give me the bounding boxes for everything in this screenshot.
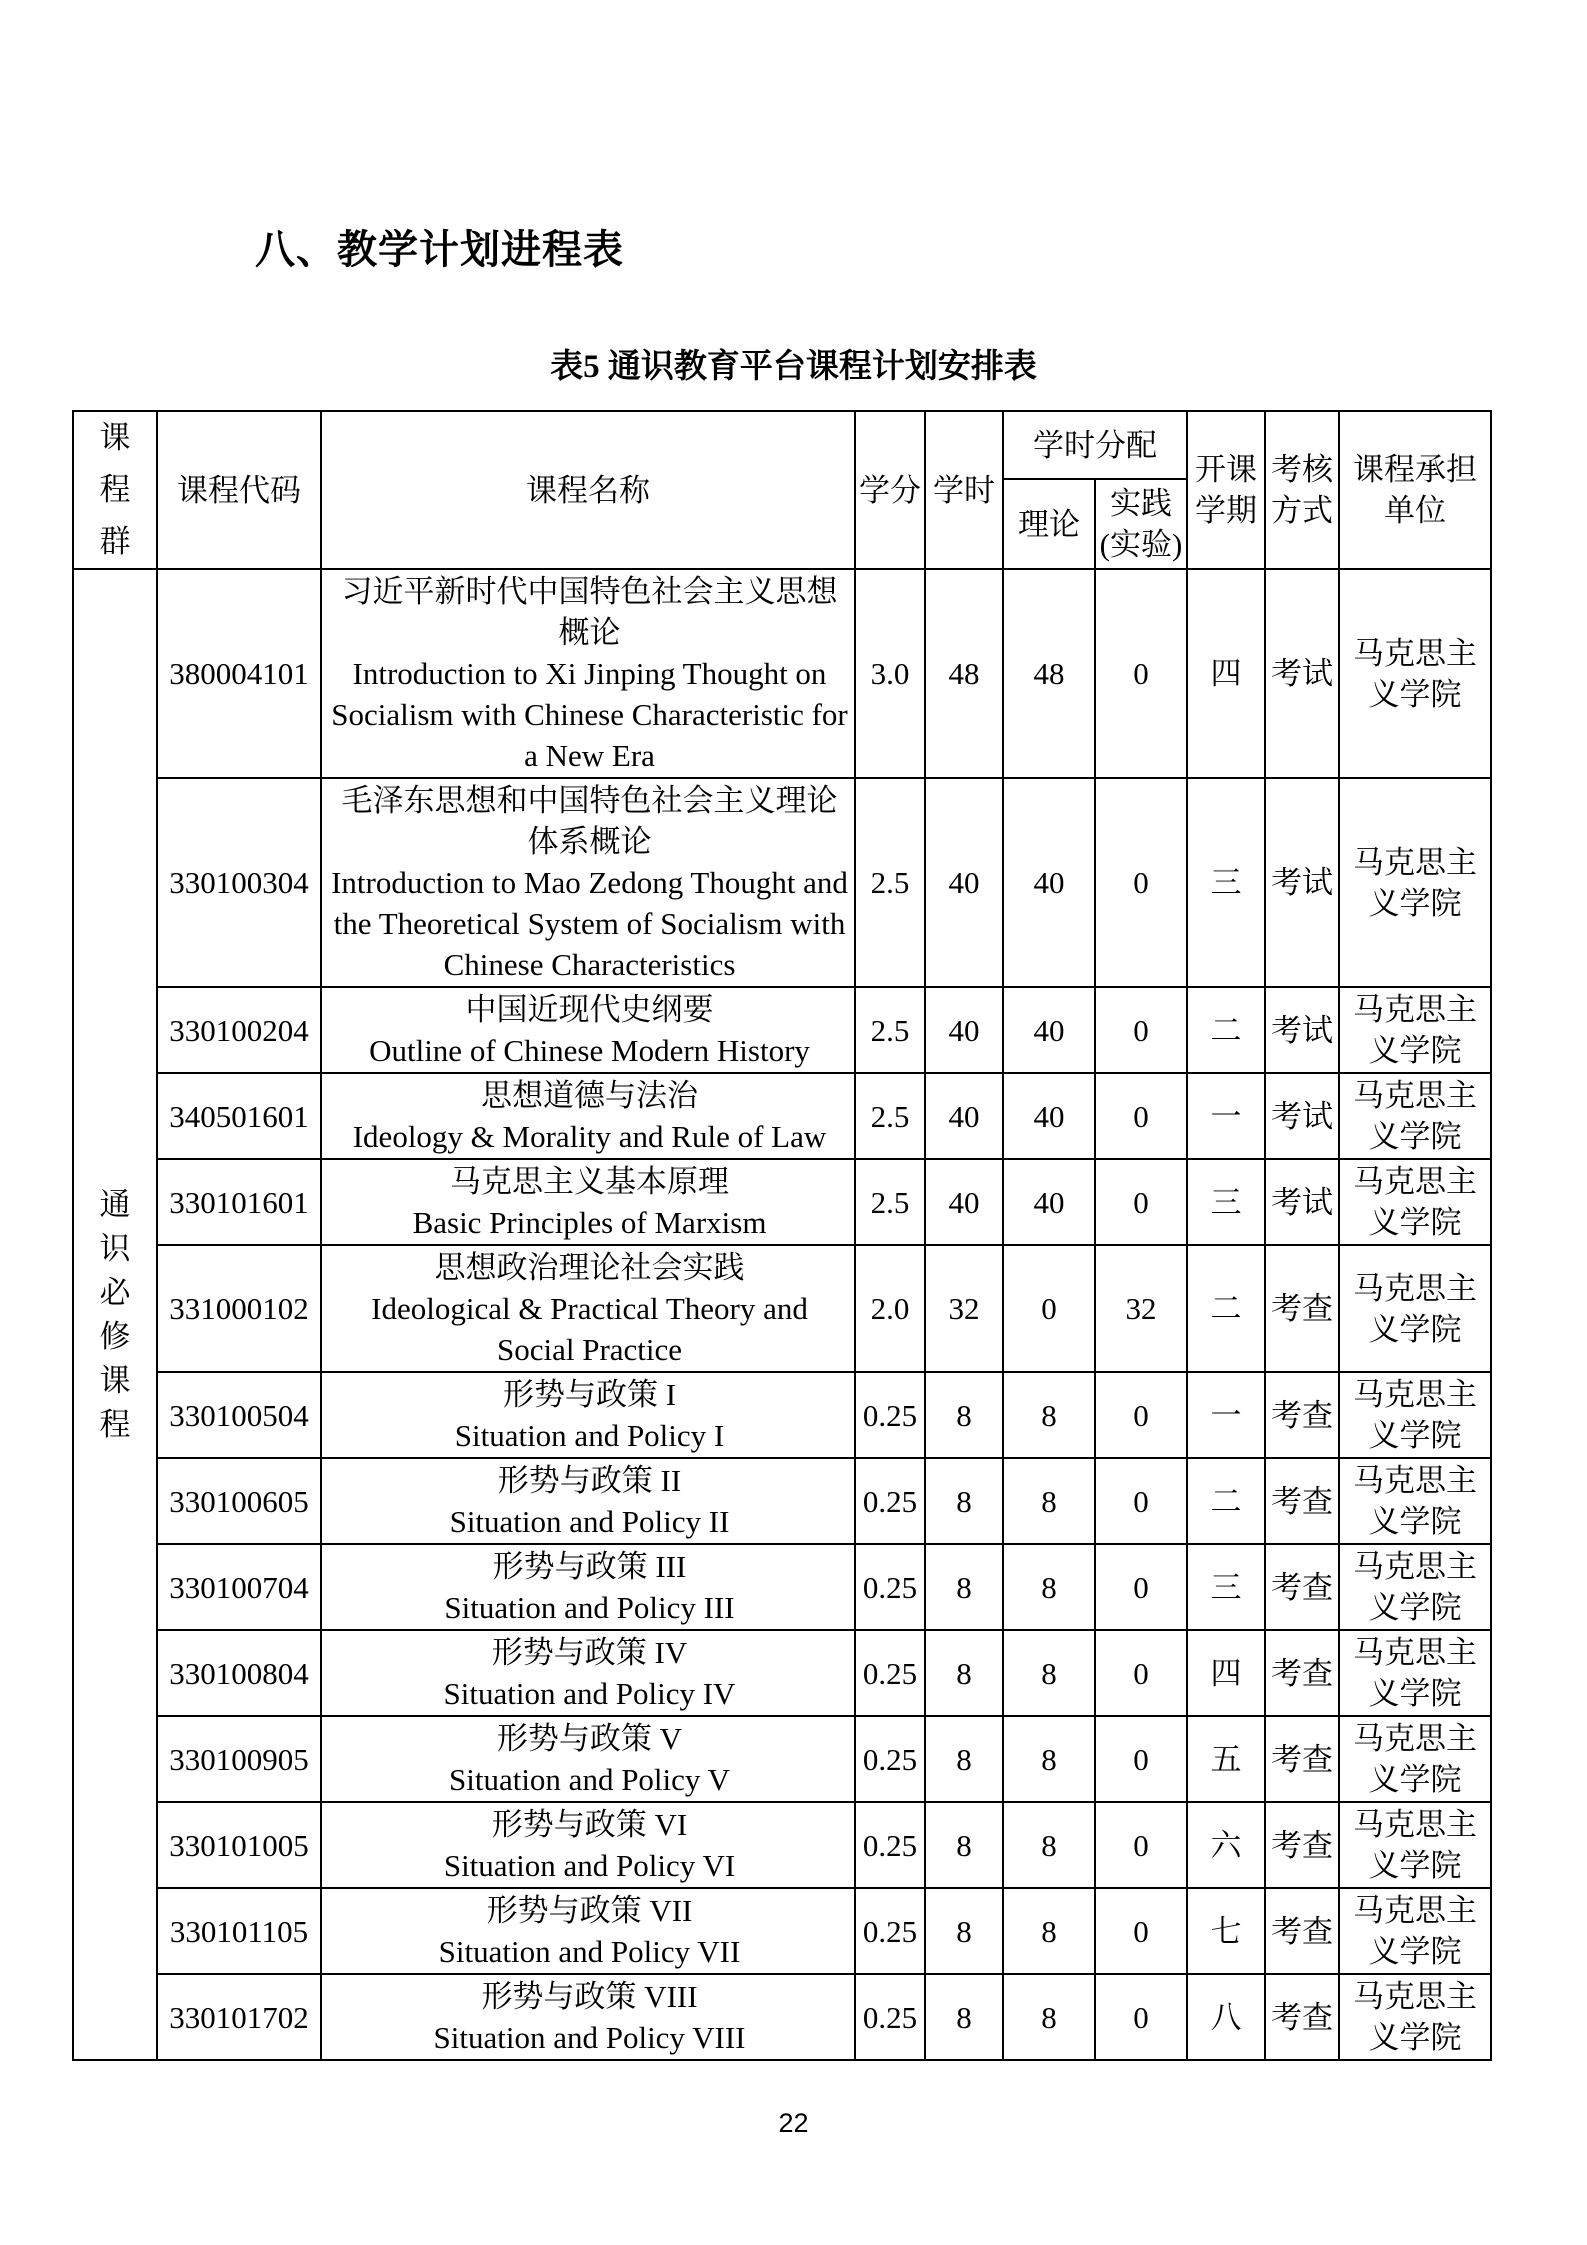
course-plan-table [72, 410, 1492, 2061]
semester-cell: 一 [1187, 1372, 1265, 1458]
course-code-cell: 330101601 [157, 1159, 321, 1245]
course-name-en: Situation and Policy II [449, 1504, 730, 1539]
semester-cell: 三 [1187, 778, 1265, 987]
page-number: 22 [778, 2108, 809, 2138]
practice-cell: 0 [1095, 1802, 1187, 1888]
semester-cell: 三 [1187, 1159, 1265, 1245]
course-code-cell: 340501601 [157, 1073, 321, 1159]
course-name-en: Situation and Policy VIII [433, 2020, 746, 2055]
course-name-cell [321, 1245, 855, 1372]
course-code-cell: 331000102 [157, 1245, 321, 1372]
course-name-en: Situation and Policy III [444, 1590, 735, 1625]
credits-cell: 0.25 [855, 1888, 925, 1974]
assessment-cell: 考查 [1265, 1372, 1339, 1458]
assessment-cell: 考查 [1265, 1716, 1339, 1802]
theory-cell: 8 [1003, 1458, 1095, 1544]
course-name-zh: 马克思主义基本原理 [450, 1164, 729, 1199]
practice-cell: 0 [1095, 1159, 1187, 1245]
theory-cell: 40 [1003, 778, 1095, 987]
course-code-cell: 330101105 [157, 1888, 321, 1974]
credits-cell: 0.25 [855, 1630, 925, 1716]
semester-cell: 七 [1187, 1888, 1265, 1974]
course-name-zh: 思想道德与法治 [481, 1078, 698, 1113]
unit-cell: 马克思主义学院 [1339, 1073, 1491, 1159]
table-row [73, 1974, 1491, 2060]
course-code-cell: 330100804 [157, 1630, 321, 1716]
table-row [73, 1888, 1491, 1974]
theory-cell: 8 [1003, 1372, 1095, 1458]
table-row [73, 1372, 1491, 1458]
unit-cell: 马克思主义学院 [1339, 569, 1491, 778]
semester-cell: 四 [1187, 569, 1265, 778]
header-hours: 学时 [925, 411, 1003, 569]
practice-cell: 0 [1095, 1630, 1187, 1716]
credits-cell: 0.25 [855, 1458, 925, 1544]
hours-cell: 32 [925, 1245, 1003, 1372]
unit-cell: 马克思主义学院 [1339, 1458, 1491, 1544]
table-caption: 表5 通识教育平台课程计划安排表 [550, 349, 1037, 385]
assessment-cell: 考查 [1265, 1544, 1339, 1630]
assessment-cell: 考查 [1265, 1888, 1339, 1974]
hours-cell: 40 [925, 778, 1003, 987]
header-row-1 [73, 411, 1491, 479]
credits-cell: 0.25 [855, 1716, 925, 1802]
practice-cell: 32 [1095, 1245, 1187, 1372]
course-group-cell [73, 569, 157, 2060]
hours-cell: 40 [925, 987, 1003, 1073]
theory-cell: 48 [1003, 569, 1095, 778]
course-code-cell: 380004101 [157, 569, 321, 778]
course-name-cell [321, 1073, 855, 1159]
course-name-cell [321, 1888, 855, 1974]
semester-cell: 二 [1187, 1458, 1265, 1544]
hours-cell: 48 [925, 569, 1003, 778]
course-name-zh: 形势与政策 III [492, 1549, 687, 1584]
assessment-cell: 考查 [1265, 1974, 1339, 2060]
section-title: 八、教学计划进程表 [255, 228, 624, 272]
course-name-zh: 形势与政策 VIII [481, 1979, 698, 2014]
unit-cell: 马克思主义学院 [1339, 1630, 1491, 1716]
group-label: 通识必修课程 [99, 1186, 131, 1442]
course-name-zh: 形势与政策 VI [491, 1807, 688, 1842]
header-hour-allocation: 学时分配 [1003, 411, 1187, 479]
course-name-zh: 毛泽东思想和中国特色社会主义理论体系概论 [341, 783, 838, 859]
theory-cell: 8 [1003, 1716, 1095, 1802]
assessment-cell: 考查 [1265, 1630, 1339, 1716]
hours-cell: 8 [925, 1888, 1003, 1974]
practice-cell: 0 [1095, 1458, 1187, 1544]
course-code-cell: 330100204 [157, 987, 321, 1073]
header-course-name: 课程名称 [321, 411, 855, 569]
credits-cell: 2.5 [855, 1159, 925, 1245]
credits-cell: 3.0 [855, 569, 925, 778]
practice-cell: 0 [1095, 1544, 1187, 1630]
header-course-group [73, 411, 157, 569]
course-name-cell [321, 1802, 855, 1888]
practice-cell: 0 [1095, 987, 1187, 1073]
table-row [73, 1159, 1491, 1245]
course-name-en: Introduction to Mao Zedong Thought and the Theoretical System of Socialism with Chinese Characteristics [331, 865, 848, 982]
course-group-label: 课程群 [99, 420, 131, 559]
course-name-cell [321, 1372, 855, 1458]
course-name-cell [321, 1544, 855, 1630]
assessment-cell: 考试 [1265, 778, 1339, 987]
course-code-cell: 330100605 [157, 1458, 321, 1544]
semester-cell: 八 [1187, 1974, 1265, 2060]
course-name-en: Situation and Policy IV [443, 1676, 736, 1711]
course-code-cell: 330100504 [157, 1372, 321, 1458]
table-row [73, 1802, 1491, 1888]
course-name-en: Situation and Policy VII [438, 1934, 741, 1969]
unit-cell: 马克思主义学院 [1339, 778, 1491, 987]
theory-cell: 8 [1003, 1630, 1095, 1716]
table-row [73, 778, 1491, 987]
table-row [73, 1458, 1491, 1544]
course-name-cell [321, 1458, 855, 1544]
course-code-cell: 330101005 [157, 1802, 321, 1888]
hours-cell: 8 [925, 1716, 1003, 1802]
semester-cell: 三 [1187, 1544, 1265, 1630]
unit-cell: 马克思主义学院 [1339, 1802, 1491, 1888]
course-name-zh: 形势与政策 IV [491, 1635, 688, 1670]
unit-cell: 马克思主义学院 [1339, 1159, 1491, 1245]
unit-cell: 马克思主义学院 [1339, 1245, 1491, 1372]
course-name-en: Situation and Policy V [448, 1762, 730, 1797]
semester-cell: 五 [1187, 1716, 1265, 1802]
credits-cell: 0.25 [855, 1802, 925, 1888]
course-code-cell: 330100905 [157, 1716, 321, 1802]
header-theory: 理论 [1003, 479, 1095, 569]
course-code-cell: 330100304 [157, 778, 321, 987]
course-name-zh: 形势与政策 V [496, 1721, 683, 1756]
hours-cell: 8 [925, 1458, 1003, 1544]
credits-cell: 2.5 [855, 987, 925, 1073]
header-course-code: 课程代码 [157, 411, 321, 569]
course-code-cell: 330101702 [157, 1974, 321, 2060]
course-name-en: Outline of Chinese Modern History [369, 1033, 810, 1068]
practice-cell: 0 [1095, 1888, 1187, 1974]
hours-cell: 8 [925, 1974, 1003, 2060]
table-row [73, 1716, 1491, 1802]
table-row [73, 1245, 1491, 1372]
course-name-cell [321, 1974, 855, 2060]
course-name-zh: 形势与政策 VII [486, 1893, 693, 1928]
course-code-cell: 330100704 [157, 1544, 321, 1630]
table-row [73, 1544, 1491, 1630]
course-name-cell [321, 778, 855, 987]
assessment-cell: 考试 [1265, 987, 1339, 1073]
course-name-en: Ideological & Practical Theory and Social Practice [371, 1291, 808, 1367]
unit-cell: 马克思主义学院 [1339, 1544, 1491, 1630]
course-name-zh: 形势与政策 II [497, 1463, 682, 1498]
theory-cell: 40 [1003, 987, 1095, 1073]
assessment-cell: 考查 [1265, 1802, 1339, 1888]
hours-cell: 8 [925, 1372, 1003, 1458]
theory-cell: 8 [1003, 1544, 1095, 1630]
hours-cell: 8 [925, 1802, 1003, 1888]
semester-cell: 六 [1187, 1802, 1265, 1888]
unit-cell: 马克思主义学院 [1339, 1888, 1491, 1974]
theory-cell: 40 [1003, 1159, 1095, 1245]
header-practice: 实践(实验) [1095, 479, 1187, 569]
assessment-cell: 考试 [1265, 1159, 1339, 1245]
theory-cell: 8 [1003, 1888, 1095, 1974]
unit-cell: 马克思主义学院 [1339, 1974, 1491, 2060]
semester-cell: 二 [1187, 987, 1265, 1073]
header-credits: 学分 [855, 411, 925, 569]
table-row [73, 1630, 1491, 1716]
course-name-en: Basic Principles of Marxism [412, 1205, 767, 1240]
practice-cell: 0 [1095, 1372, 1187, 1458]
practice-cell: 0 [1095, 1073, 1187, 1159]
practice-cell: 0 [1095, 1974, 1187, 2060]
course-name-en: Ideology & Morality and Rule of Law [352, 1119, 827, 1154]
course-name-en: Introduction to Xi Jinping Thought on Socialism with Chinese Characteristic for a New Era [331, 656, 848, 773]
credits-cell: 2.5 [855, 778, 925, 987]
course-name-zh: 中国近现代史纲要 [465, 992, 714, 1027]
table-row [73, 1073, 1491, 1159]
unit-cell: 马克思主义学院 [1339, 1716, 1491, 1802]
hours-cell: 40 [925, 1073, 1003, 1159]
assessment-cell: 考查 [1265, 1245, 1339, 1372]
semester-cell: 二 [1187, 1245, 1265, 1372]
unit-cell: 马克思主义学院 [1339, 1372, 1491, 1458]
theory-cell: 8 [1003, 1974, 1095, 2060]
credits-cell: 2.5 [855, 1073, 925, 1159]
theory-cell: 8 [1003, 1802, 1095, 1888]
credits-cell: 0.25 [855, 1974, 925, 2060]
practice-cell: 0 [1095, 778, 1187, 987]
course-name-cell [321, 569, 855, 778]
course-name-cell [321, 987, 855, 1073]
course-name-zh: 习近平新时代中国特色社会主义思想概论 [341, 574, 838, 650]
hours-cell: 8 [925, 1630, 1003, 1716]
semester-cell: 四 [1187, 1630, 1265, 1716]
hours-cell: 40 [925, 1159, 1003, 1245]
assessment-cell: 考查 [1265, 1458, 1339, 1544]
credits-cell: 0.25 [855, 1544, 925, 1630]
theory-cell: 0 [1003, 1245, 1095, 1372]
course-name-en: Situation and Policy I [454, 1418, 725, 1453]
course-name-cell [321, 1630, 855, 1716]
course-name-cell [321, 1159, 855, 1245]
theory-cell: 40 [1003, 1073, 1095, 1159]
credits-cell: 0.25 [855, 1372, 925, 1458]
course-name-en: Situation and Policy VI [443, 1848, 736, 1883]
table-row [73, 569, 1491, 778]
credits-cell: 2.0 [855, 1245, 925, 1372]
practice-cell: 0 [1095, 569, 1187, 778]
hours-cell: 8 [925, 1544, 1003, 1630]
semester-cell: 一 [1187, 1073, 1265, 1159]
header-semester: 开课学期 [1187, 411, 1265, 569]
header-assessment: 考核方式 [1265, 411, 1339, 569]
course-name-zh: 形势与政策 I [502, 1377, 677, 1412]
course-name-zh: 思想政治理论社会实践 [434, 1250, 745, 1285]
assessment-cell: 考试 [1265, 1073, 1339, 1159]
course-name-cell [321, 1716, 855, 1802]
assessment-cell: 考试 [1265, 569, 1339, 778]
unit-cell: 马克思主义学院 [1339, 987, 1491, 1073]
practice-cell: 0 [1095, 1716, 1187, 1802]
table-row [73, 987, 1491, 1073]
header-unit: 课程承担单位 [1339, 411, 1491, 569]
